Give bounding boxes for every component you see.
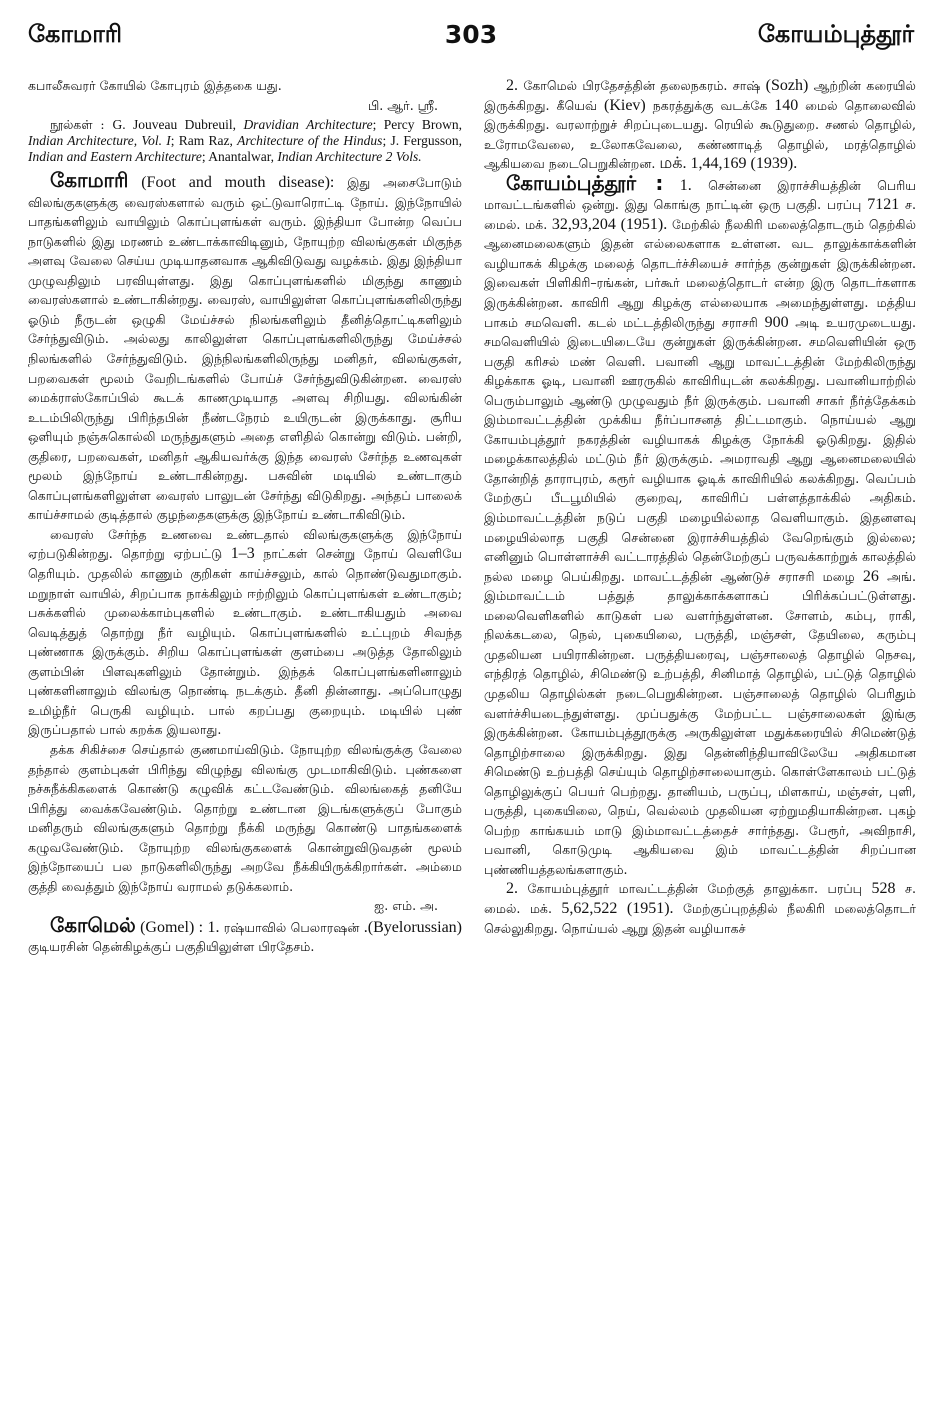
references bbox=[28, 117, 462, 165]
headword-kovai: கோயம்புத்தூர் : bbox=[506, 170, 664, 195]
running-head-left: கோமாரி bbox=[28, 20, 123, 48]
reference-5: ; Anantalwar, Indian Architecture 2 Vols. bbox=[201, 149, 422, 165]
gloss-komari: (Foot and mouth disease): bbox=[141, 174, 335, 192]
reference-1: G. Jouveau Dubreuil, Dravidian Architecture bbox=[112, 117, 373, 133]
gloss-gomel: (Gomel) : bbox=[140, 918, 204, 936]
kovai-taluk-population: 5,62,522 (1951). bbox=[561, 899, 674, 917]
page-number: 303 bbox=[444, 20, 498, 49]
komari-signature: ஐ. எம். அ. bbox=[374, 898, 438, 914]
entry-kovai-taluk: 2. கோயம்புத்தூர் மாவட்டத்தின் மேற்குத் தாலுக்கா. பரப்பு 528 ச. மைல். மக். 5,62,522 (1951). மேற்குப்புறத்தில் நீலகிரி மலைத்தொடர் செல்லுகிறது. நொய்யல் ஆறு இதன் வழியாகச் bbox=[484, 880, 916, 936]
entry-gomel: கோமெல் (Gomel) : 1. ரஷ்யாவில் பெலாரஷன் .(Byelorussian) குடியரசின் தென்கிழக்குப் பகுதியிலுள்ள பிரதேசம். bbox=[28, 912, 462, 955]
right-column bbox=[484, 76, 916, 1416]
entry-gomel-2: 2. கோமெல் பிரதேசத்தின் தலைநகரம். சாஷ் (Sozh) ஆற்றின் கரையில் இருக்கிறது. கீயெவ் (Kiev) நகரத்துக்கு வடக்கே 140 மைல் தொலைவில் இருக்கிறது. வரலாற்றுச் சிறப்புடையது. ரெயில் கூடுதுறை. சணல் தொழில், உரோமவேலை, உலோகவேலை, கண்ணாடித் தொழில், மரத்தொழில் ஆகியவை நடைபெறுகின்றன. மக். 1,44,169 (1939). bbox=[484, 77, 916, 173]
page-header bbox=[28, 20, 914, 60]
komari-paragraph-3: தக்க சிகிச்சை செய்தால் குணமாய்விடும். நோயுற்ற விலங்குக்கு வேலை தந்தால் குளம்புகள் பிரிந்து விழுந்து விலங்கு முடமாகிவிடும். புண்களை நச்சுநீக்கிகளைக் கொண்டு கழுவிக் கட்டவேண்டும். விலங்கைத் தனியே பிரித்து வைக்கவேண்டும். தொற்று உண்டான இடங்களுக்குப் போகும் மனிதரும் விலங்குகளும் தொற்று நீக்கி மருந்து கொண்டு பாதங்களைக் கழுவவேண்டும். நோயுற்ற விலங்குகளைக் கொன்றுவிடுவதன் மூலம் இந்நோயைப் பல நாடுகளிலிருந்து அறவே நீக்கியிருக்கிறார்கள். அம்மை குத்தி வைத்தும் இந்நோய் வராமல் தடுக்கலாம். bbox=[28, 741, 462, 894]
komari-paragraph-1: இது அசைபோடும் விலங்குகளுக்கு வைரஸ்களால் வரும் ஒட்டுவாரொட்டி நோய். இந்நோயில் பாதங்களிலும் வாயிலும் கொப்புளங்கள் வரும். இந்தியா போன்ற வெப்ப நாடுகளில் இது மரணம் உண்டாக்காவிடினும், நோயுற்ற விலங்குகள் மிகுந்த அளவு வேலை செய்ய முடியாதனவாக ஆகிவிடுவது வழக்கம். இது இந்தியா முழுவதிலும் பரவியுள்ளது. இது கொப்புளங்களில் மிகுந்து காணும் வைரஸ்களால் உண்டாகின்றது. வைரஸ், வாயிலுள்ள கொப்புளங்களிலிருந்து ஓடும் நீருடன் ஒழுகி மேய்ச்சல் நிலங்களிலும் தீனித்தொட்டிகளிலும் சேர்ந்துவிடும். அல்லது காலிலுள்ள கொப்புளங்களிலிருந்து மேய்ச்சல் நிலங்களில் சேர்ந்துவிடும். இந்நிலங்களிலிருந்து மனிதர், விலங்குகள், பறவைகள் மூலம் வேறிடங்களில் போய்ச் சேர்ந்துவிடுகின்றன. வைரஸ் மைக்ராஸ்கோப்பில் கூடக் காணமுடியாத அளவு சிறியது. விலங்கின் உடம்பிலிருந்து பிரிந்தபின் நீண்டநேரம் உயிருடன் இருக்காது. சூரிய ஒளியும் நஞ்சுகொல்லி மருந்துகளும் அதை எளிதில் கொன்று விடும். பன்றி, குதிரை, பறவைகள், மனிதர் ஆகியவர்க்கு இந்த வைரஸ் சேர்ந்த உணவுகள் மூலம் இந்நோய் உண்டாகின்றது. பசுவின் மடியில் உண்டாகும் கொப்புளங்களிலுள்ள வைரஸ் பாலுடன் சேர்ந்து விடுகிறது. அந்தப் பாலைக் காய்ச்சாமல் குடித்தால் குழந்தைகளுக்கு இந்நோய் உண்டாகிவிடும். bbox=[28, 175, 462, 523]
reference-3: ; Ram Raz, Architecture of the Hindus bbox=[170, 133, 383, 149]
headword-komari: கோமாரி bbox=[50, 168, 129, 193]
entry-komari-p3 bbox=[28, 740, 462, 916]
komari-days: 1–3 bbox=[230, 545, 255, 563]
previous-entry-text: கபாலீசுவரர் கோயில் கோபுரம் இத்தகை யது. bbox=[28, 78, 282, 93]
entry-kovai: கோயம்புத்தூர் : 1. சென்னை இராச்சியத்தின் பெரிய மாவட்டங்களில் ஒன்று. இது கொங்கு நாட்டின் ஒரு பகுதி. பரப்பு 7121 ச. மைல். மக். 32,93,204 (1951). மேற்கில் நீலகிரி மலைத்தொடரும் தெற்கில் ஆனைமலைகளும் இதன் எல்லைகளாக உள்ளன. வட தாலுக்காக்களின் வழியாகக் கிழக்கு மலைத் தொடர்ச்சியைச் சார்ந்த குன்றுகள் இருக்கின்றன. இவைகள் பிளிகிரி–ரங்கன், பர்கூர் மலைத்தொடர் என்ற இரு தொடர்களாக இருக்கின்றன. காவிரி ஆறு கிழக்கு எல்லையாக அமைந்துள்ளது. மத்திய பாகம் சமவெளி. கடல் மட்டத்திலிருந்து சராசரி 900 அடி உயரமுடையது. சமவெளியில் இடையிடையே குன்றுகள் இருக்கின்றன. சமவெளியின் ஒரு பகுதி கரிசல் மண் வெளி. பவானி ஆறு மாவட்டத்தின் மேற்கிலிருந்து கிழக்காக ஓடி, பவானி ஊரருகில் காவிரியுடன் கலக்கிறது. பவானியாற்றில் பெரும்பாலும் ஆண்டு முழுவதும் நீர் இருக்கும். பவானி சாகர் நீர்த்தேக்கம் இம்மாவட்டத்தின் முக்கிய நீர்ப்பாசனத் திட்டமாகும். நொய்யல் ஆறு கோயம்புத்தூர் நகரத்தின் வழியாகக் கிழக்கு நோக்கி ஓடுகிறது. இதில் மழைக்காலத்தில் மட்டும் நீர் இருக்கும். அமராவதி ஆறு ஆனைமலையில் தோன்றித் தாராபுரம், கரூர் வழியாக ஓடிக் காவிரியில் கலக்கிறது. வெப்பம் மேற்குப் பீடபூமியில் குறைவு, காவிரிப் பள்ளத்தாக்கில் அதிகம். இம்மாவட்டத்தின் நடுப் பகுதி மழையில்லாத வெளியாகும். இதனளவு மழையில்லாத பகுதி சென்னை இராச்சியத்தில் வேறெங்கும் இல்லை; எனினும் பொள்ளாச்சி வட்டாரத்தில் தென்மேற்குப் பருவக்காற்றுக் காலத்தில் நல்ல மழை பெய்கிறது. மாவட்டத்தின் ஆண்டுச் சராசரி மழை 26 அங். இம்மாவட்டம் பத்துத் தாலுக்காக்களாகப் பிரிக்கப்பட்டுள்ளது. மலைவெளிகளில் காடுகள் பல வளர்ந்துள்ளன. சோளம், கம்பு, ராகி, நிலக்கடலை, நெல், புகையிலை, பருத்தி, மஞ்சள், தேயிலை, கரும்பு முதலியன பயிராகின்றன. பருத்தியரைவு, பஞ்சாலைத் தொழில் நெசவு, எந்திரத் தொழில், சிமெண்டு உற்பத்தி, சினிமாத் தொழில், பட்டுத் தொழில் முதலிய தொழில்கள் நடைபெறுகின்றன. பஞ்சாலைத் தொழில் பெரிதும் வளர்ச்சியடைந்துள்ளது. முப்பதுக்கு மேற்பட்ட பஞ்சாலைகள் இங்கு இருக்கின்றன. கோயம்புத்தூருக்கு அருகிலுள்ள மதுக்கரையில் சிமெண்டுத் தொழிற்சாலை இருக்கிறது. இது தென்னிந்தியாவிலேயே அதிகமான சிமெண்டு உற்பத்தி செய்யும் தொழிற்சாலையாகும். கொள்ளேகாலம் பட்டுத் தொழிலுக்குப் பெயர் பெற்றது. தானியம், பருப்பு, மிளகாய், மஞ்சள், புளி, பருத்தி, புகையிலை, நெய், வெல்லம் முதலியன ஏற்றுமதியாகின்றன. புகழ் பெற்ற காங்கயம் மாடு இம்மாவட்டத்தைச் சார்ந்தது. பேரூர், அவிநாசி, பவானி, கொடுமுடி ஆகியவை இம் மாவட்டத்தின் சிறப்பான புண்ணியத்தலங்களாகும். bbox=[484, 170, 916, 877]
references-label: நூல்கள் : bbox=[50, 117, 105, 133]
running-head-right: கோயம்புத்தூர் bbox=[757, 20, 914, 48]
entry-komari-p2: வைரஸ் சேர்ந்த உணவை உண்டதால் விலங்குகளுக்கு இந்நோய் ஏற்படுகின்றது. தொற்று ஏற்பட்டு 1–3 நாட்கள் சென்று நோய் வெளியே தெரியும். முதலில் காணும் குறிகள் காய்ச்சலும், கால் நொண்டுவதுமாகும். மறுநாள் வாயில், சிறப்பாக நாக்கிலும் ஈற்றிலும் கொப்புளங்கள் உண்டாகும்; பசுக்களில் முலைக்காம்புகளில் உண்டாகும். உண்டாகியதும் அவை வெடித்துத் தொற்று நீர் வழியும். கொப்புளங்களில் உட்புறம் சிவந்த புண்ணாக இருக்கும். சிறிய கொப்புளங்கள் குளம்பை அடுத்த தோலிலும் குளம்பின் பிளவுகளிலும் தோன்றும். இந்தக் கொப்புளங்களினாலும் புண்களினாலும் விலங்கு நொண்டி நடக்கும். தீனி தின்னாது. அப்பொழுது உமிழ்நீர் பெருகி வழியும். பால் கறப்பது குறையும். மடியில் புண் இருப்பதால் பால் கறக்க இயலாது. bbox=[28, 526, 462, 738]
kovai-population: 32,93,204 (1951). bbox=[551, 215, 668, 233]
previous-entry-signature: பி. ஆர். ஸ்ரீ. bbox=[367, 97, 438, 113]
gomel-population: மக். 1,44,169 (1939). bbox=[659, 155, 798, 173]
reference-2: ; Percy Brown, Indian Architecture, Vol. I bbox=[28, 117, 462, 149]
left-column bbox=[28, 76, 462, 1416]
entry-komari-p1 bbox=[28, 168, 462, 525]
headword-gomel: கோமெல் bbox=[50, 912, 136, 937]
previous-entry-tail bbox=[28, 76, 462, 115]
reference-4: ; J. Fergusson, Indian and Eastern Architecture bbox=[28, 133, 462, 165]
